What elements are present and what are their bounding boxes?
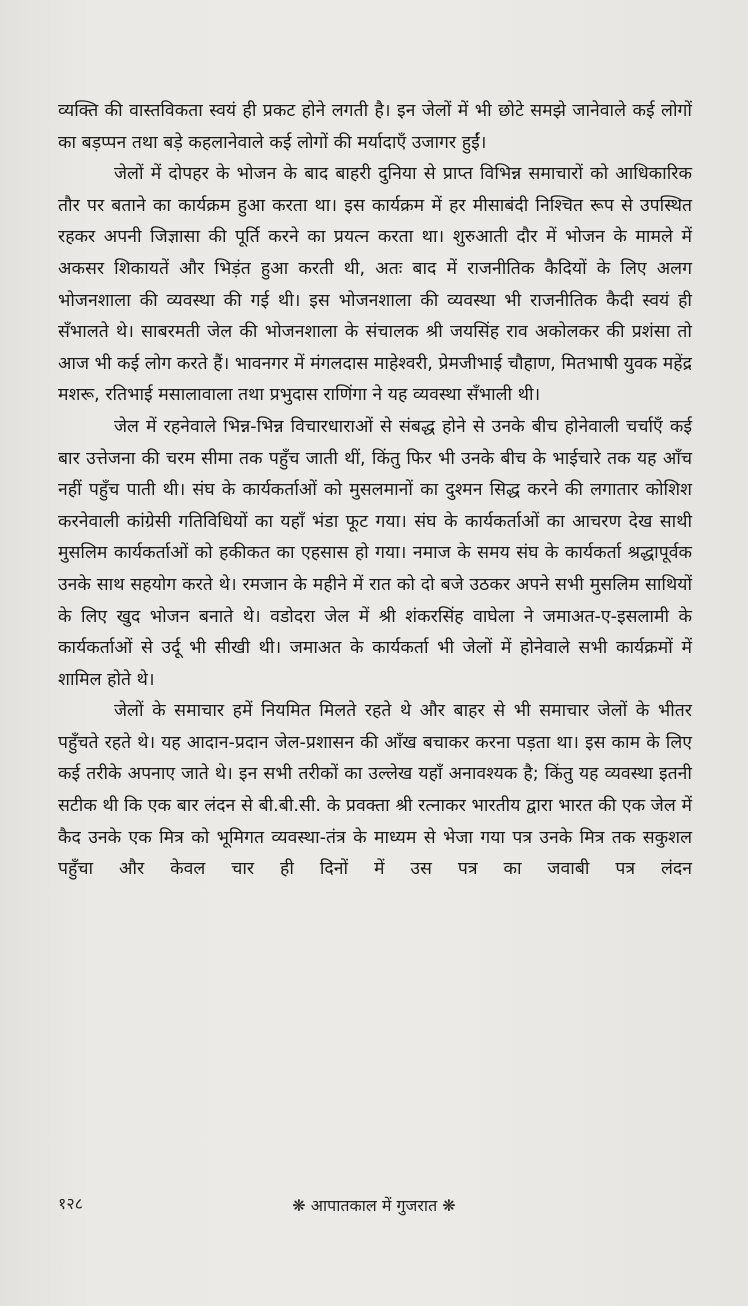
paragraph-1: व्यक्ति की वास्तविकता स्वयं ही प्रकट होने लगती है। इन जेलों में भी छोटे समझे जानेवाले कई लोगों का बड़प्पन तथा बड़े कहलानेवाले कई लोगों की मर्यादाएँ उजागर हुईं। bbox=[58, 101, 692, 153]
paragraph-4: जेलों के समाचार हमें नियमित मिलते रहते थे और बाहर से भी समाचार जेलों के भीतर पहुँचते रहते थे। यह आदान-प्रदान जेल-प्रशासन की आँख बचाकर करना पड़ता था। इस काम के लिए कई तरीके अपनाए जाते थे। इन सभी तरीकों का उल्लेख यहाँ अनावश्यक है; किंतु यह व्यवस्था इतनी सटीक थी कि एक बार लंदन से बी.बी.सी. के प्रवक्ता श्री रत्नाकर भारतीय द्वारा भारत की एक जेल में कैद उनके एक मित्र को भूमिगत व्यवस्था-तंत्र के माध्यम से भेजा गया पत्र उनके मित्र तक सकुशल पहुँचा और केवल चार ही दिनों में उस पत्र का जवाबी पत्र लंदन bbox=[58, 701, 692, 880]
paragraph-3: जेल में रहनेवाले भिन्न-भिन्न विचारधाराओं से संबद्ध होने से उनके बीच होनेवाली चर्चाएँ कई बार उत्तेजना की चरम सीमा तक पहुँच जाती थीं, किंतु फिर भी उनके बीच के भाईचारे तक यह आँच नहीं पहुँच पाती थी। संघ के कार्यकर्ताओं को मुसलमानों का दुश्मन सिद्ध करने की लगातार कोशिश करनेवाली कांग्रेसी गतिविधियों का यहाँ भंडा फूट गया। संघ के कार्यकर्ताओं का आचरण देख साथी मुसलिम कार्यकर्ताओं को हकीकत का एहसास हो गया। नमाज के समय संघ के कार्यकर्ता श्रद्धापूर्वक उनके साथ सहयोग करते थे। रमजान के महीने में रात को दो बजे उठकर अपने सभी मुसलिम साथियों के लिए खुद भोजन बनाते थे। वडोदरा जेल में श्री शंकरसिंह वाघेला ने जमाअत-ए-इसलामी के कार्यकर्ताओं से उर्दू भी सीखी थी। जमाअत के कार्यकर्ता भी जेलों में होनेवाले सभी कार्यक्रमों में शामिल होते थे। bbox=[58, 416, 692, 690]
page-number: १२८ bbox=[58, 1194, 83, 1213]
running-title: ❋ आपातकाल में गुजरात ❋ bbox=[292, 1196, 456, 1215]
paragraph-2: जेलों में दोपहर के भोजन के बाद बाहरी दुनिया से प्राप्त विभिन्न समाचारों को आधिकारिक तौर पर बताने का कार्यक्रम हुआ करता था। इस कार्यक्रम में हर मीसाबंदी निश्चित रूप से उपस्थित रहकर अपनी जिज्ञासा की पूर्ति करने का प्रयत्न करता था। शुरुआती दौर में भोजन के मामले में अकसर शिकायतें और भिड़ंत हुआ करती थी, अतः बाद में राजनीतिक कैदियों के लिए अलग भोजनशाला की व्यवस्था की गई थी। इस भोजनशाला की व्यवस्था भी राजनीतिक कैदी स्वयं ही सँभालते थे। साबरमती जेल की भोजनशाला के संचालक श्री जयसिंह राव अकोलकर की प्रशंसा तो आज भी कई लोग करते हैं। भावनगर में मंगलदास माहेश्वरी, प्रेमजीभाई चौहाण, मितभाषी युवक महेंद्र मशरू, रतिभाई मसालावाला तथा प्रभुदास राणिंगा ने यह व्यवस्था सँभाली थी। bbox=[58, 164, 692, 406]
body-text bbox=[58, 96, 692, 886]
